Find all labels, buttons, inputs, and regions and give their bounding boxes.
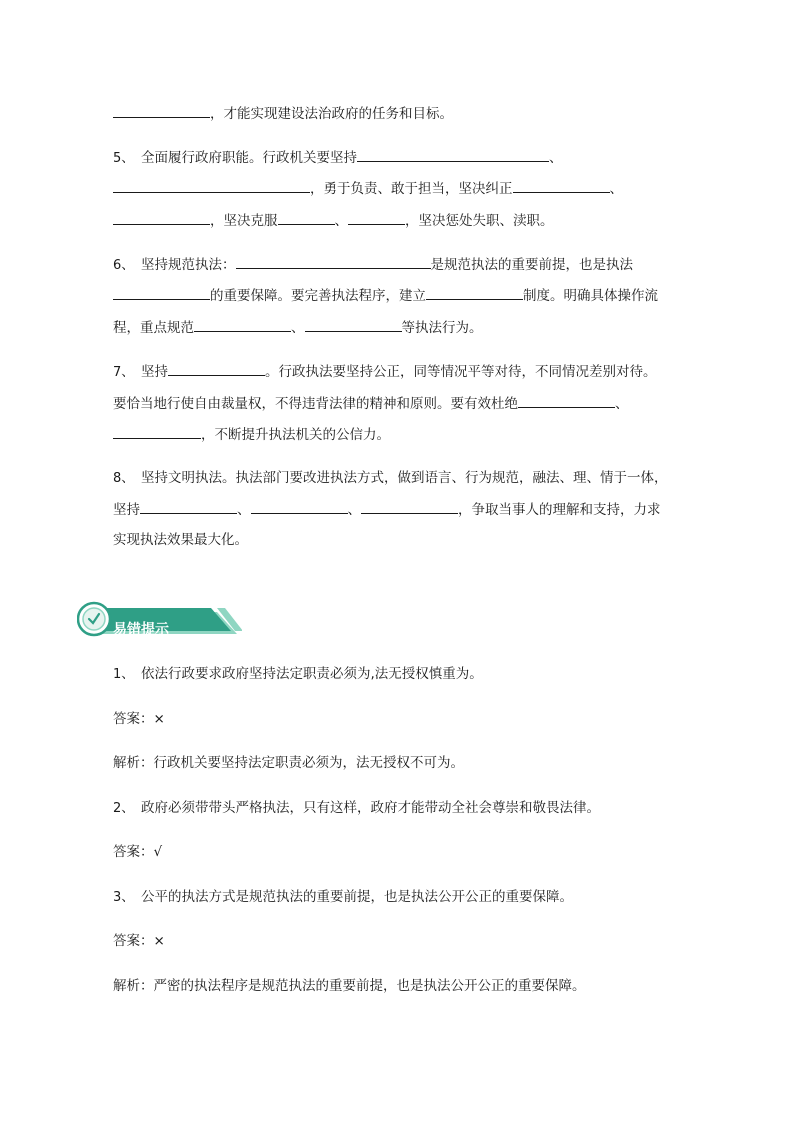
blank: [278, 210, 335, 225]
tip-1-answer: 答案：×: [113, 711, 165, 727]
q8-line-2: 坚持 、 、 ，争取当事人的理解和支持，力求: [113, 499, 661, 520]
tip-3-answer: 答案：×: [113, 933, 165, 949]
tip-2-question: 2、 政府必须带带头严格执法，只有这样，政府才能带动全社会尊崇和敬畏法律。: [113, 800, 600, 816]
blank: [113, 424, 201, 439]
q7-line-3: ，不断提升执法机关的公信力。: [113, 424, 390, 445]
q5-line-3: ，坚决克服 、 ，坚决惩处失职、渎职。: [113, 210, 554, 231]
blank: [518, 393, 615, 408]
q7-line-2: 要恰当地行使自由裁量权，不得违背法律的精神和原则。要有效杜绝 、: [113, 393, 629, 414]
q5-line-1: 5、 全面履行政府职能。行政机关要坚持 、: [113, 147, 563, 169]
blank: [305, 317, 402, 332]
q7-line-1: 7、 坚持 。行政执法要坚持公正，同等情况平等对待，不同情况差别对待。: [113, 361, 657, 383]
q4-tail-line: ，才能实现建设法治政府的任务和目标。: [113, 103, 453, 124]
blank: [361, 499, 458, 514]
blank: [426, 285, 523, 300]
blank: [348, 210, 405, 225]
q8-line-3: 实现执法效果最大化。: [113, 532, 248, 548]
q8-line-1: 8、 坚持文明执法。执法部门要改进执法方式，做到语言、行为规范，融法、理、情于一体，: [113, 470, 668, 486]
blank: [251, 499, 348, 514]
blank: [140, 499, 237, 514]
blank: [113, 210, 210, 225]
blank: [113, 285, 210, 300]
q6-line-1: 6、 坚持规范执法： 是规范执法的重要前提，也是执法: [113, 254, 633, 276]
blank: [168, 361, 265, 376]
q6-line-2: 的重要保障。要完善执法程序，建立 制度。明确具体操作流: [113, 285, 658, 306]
tip-1-analysis: 解析：行政机关要坚持法定职责必须为，法无授权不可为。: [113, 755, 464, 771]
q6-line-3: 程，重点规范 、 等执法行为。: [113, 317, 483, 338]
blank: [236, 254, 431, 269]
q5-line-2: ，勇于负责、敢于担当，坚决纠正 、: [113, 178, 623, 199]
tip-3-analysis: 解析：严密的执法程序是规范执法的重要前提，也是执法公开公正的重要保障。: [113, 978, 586, 994]
blank: [357, 147, 549, 162]
tip-1-question: 1、 依法行政要求政府坚持法定职责必须为,法无授权慎重为。: [113, 666, 483, 682]
blank: [113, 103, 210, 118]
blank: [113, 178, 310, 193]
blank: [513, 178, 610, 193]
blank: [194, 317, 291, 332]
tip-icon-inner: [83, 608, 105, 630]
tip-2-answer: 答案：√: [113, 844, 163, 860]
section-title: 易错提示: [113, 622, 169, 638]
tip-3-question: 3、 公平的执法方式是规范执法的重要前提，也是执法公开公正的重要保障。: [113, 889, 573, 905]
